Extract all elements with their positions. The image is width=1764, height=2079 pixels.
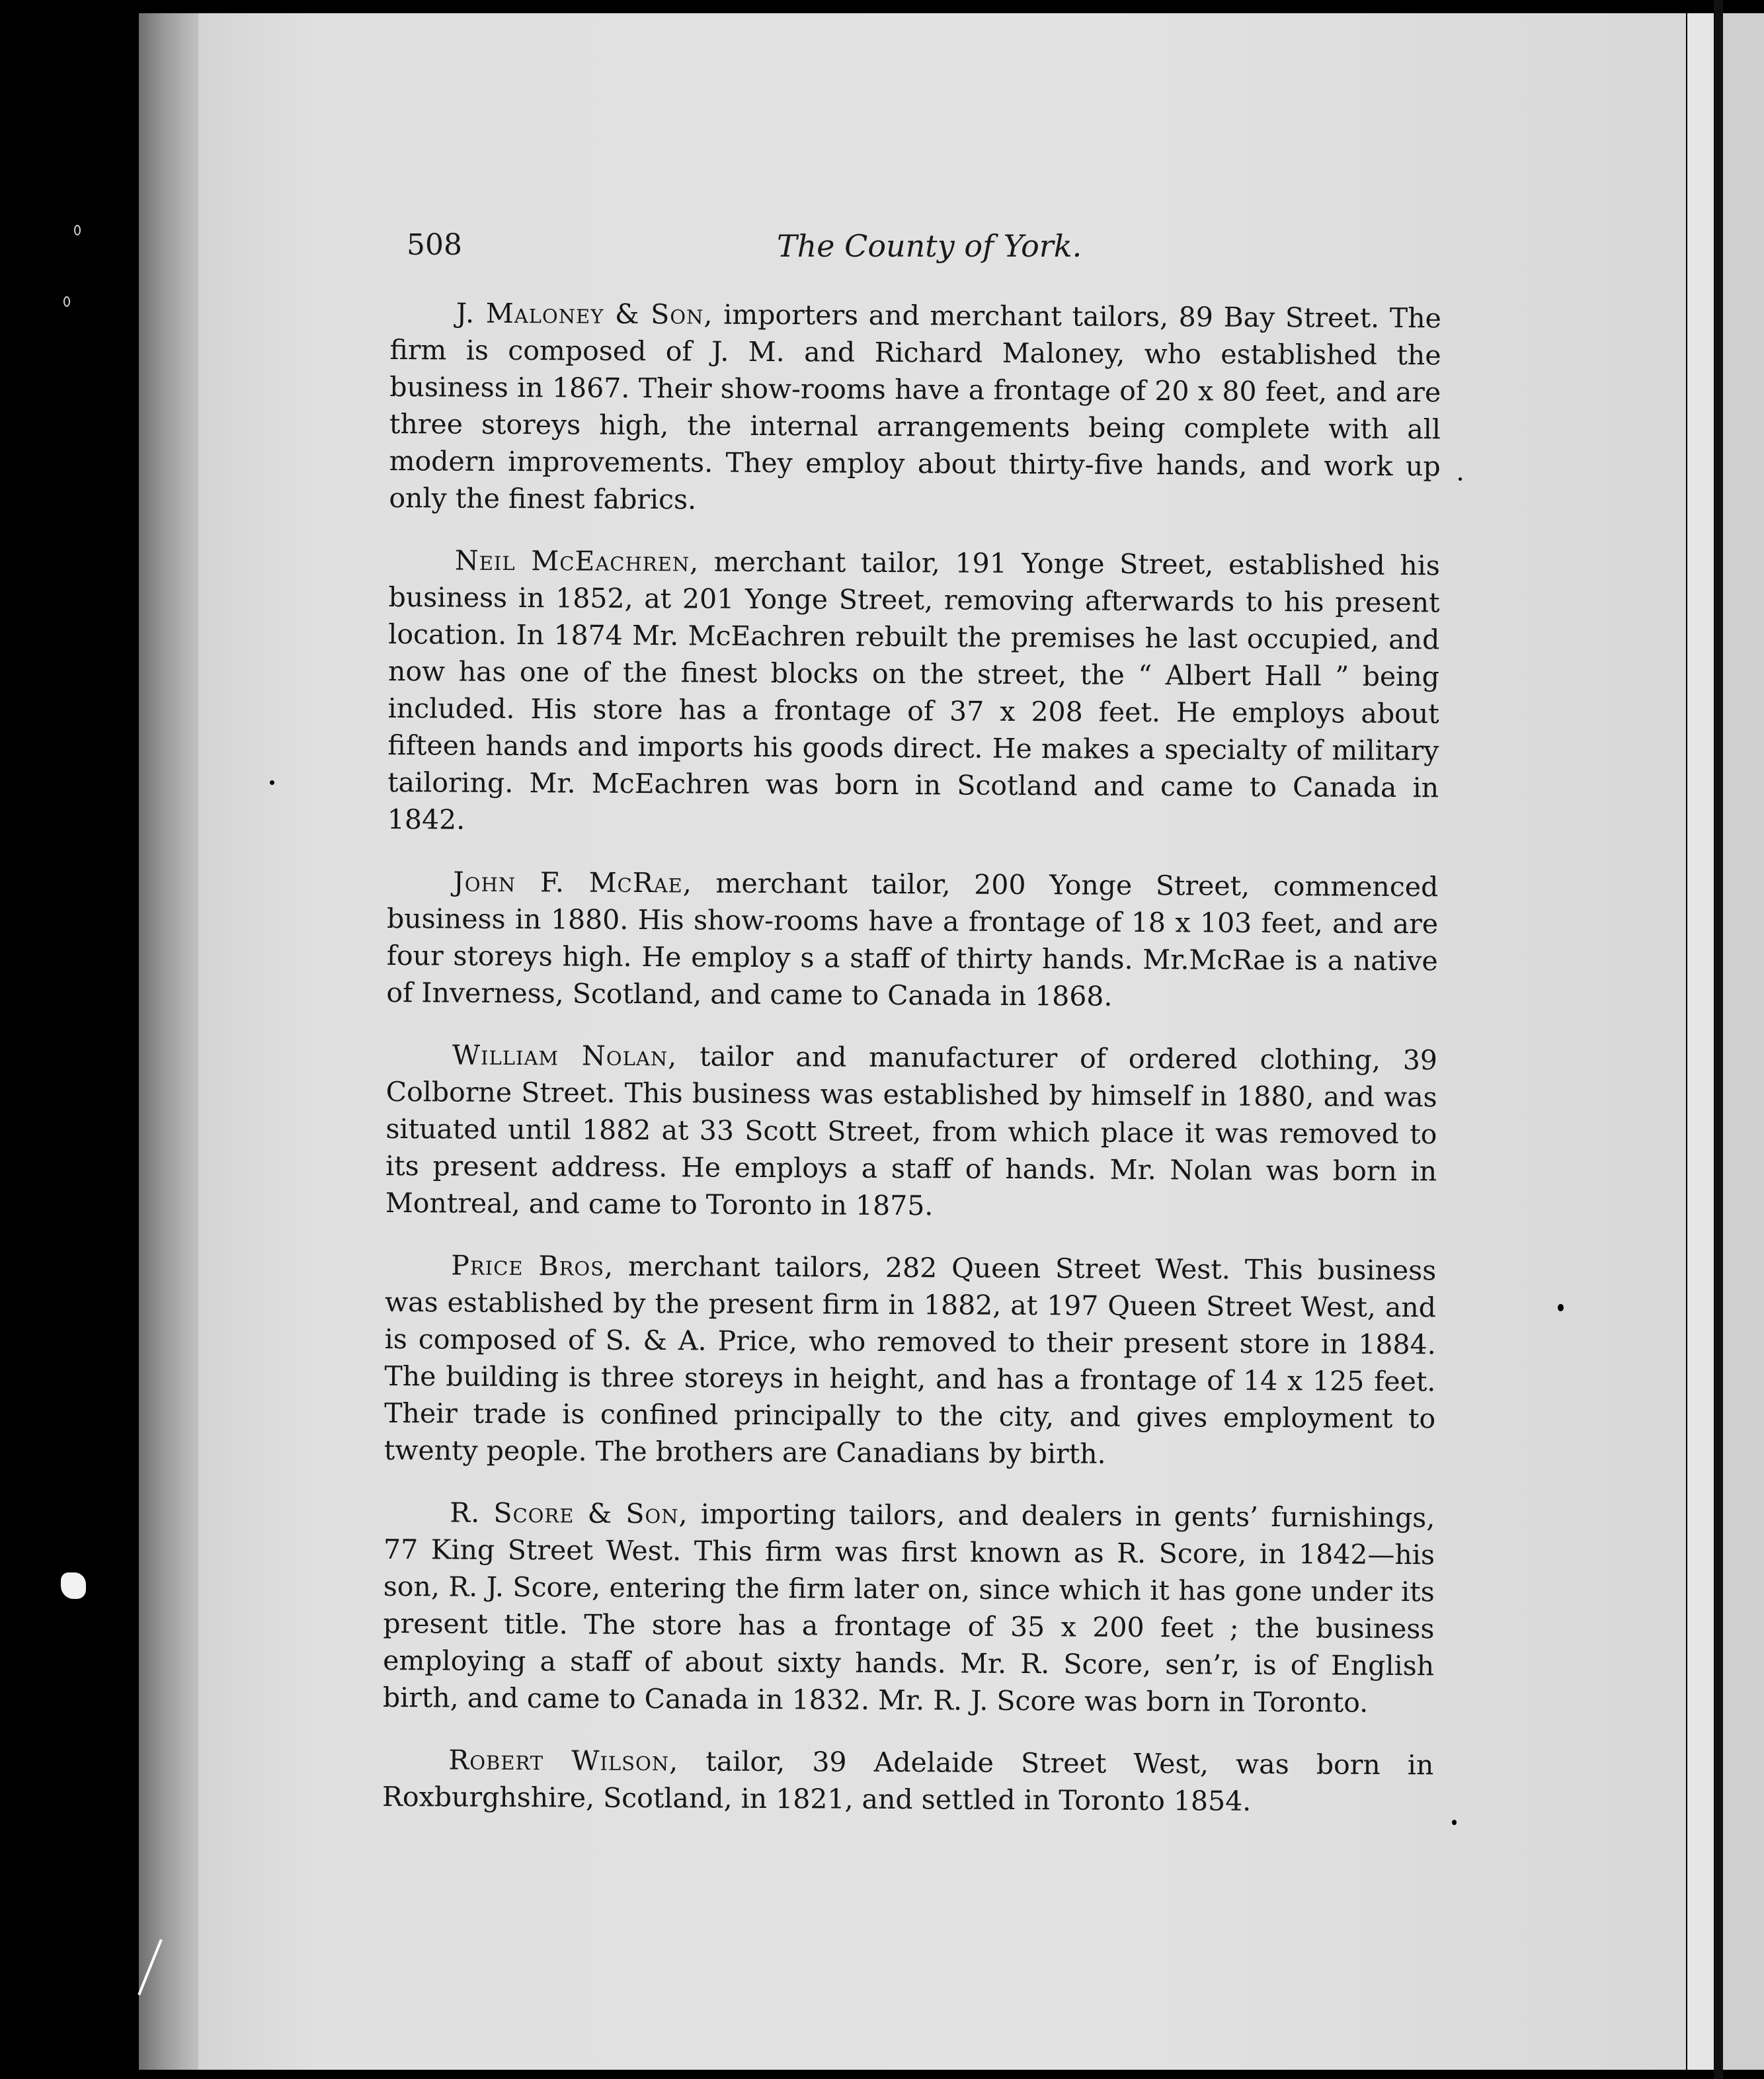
entry-name: R. Score & Son, (450, 1496, 688, 1530)
entry-text: tailor, 39 Adelaide Street West, was born in Roxburghshire, Scotland, in 1821, and settled in Toronto 1854. (381, 1745, 1434, 1817)
entry-text: merchant tailors, 282 Queen Street West. This business was established by the present firm in 1882, at 197 Queen Street West, and is composed of S. & A. Price, who removed to their present store in 1884. The building is three storeys in height, and has a frontage of 14 x 125 feet. Their trade is confined principally to the city, and gives employment to twenty people. The brothers are Canadians by birth. (383, 1250, 1437, 1470)
entry-name: Robert Wilson, (448, 1744, 679, 1777)
scan-speck (1459, 477, 1462, 481)
entry-name: Price Bros, (451, 1249, 614, 1282)
entry-text: importing tailors, and dealers in gents’ furnishings, 77 King Street West. This firm was first known as R. Score, in 1842—his son, R. J. Score, entering the firm later on, since which it has gone under its present title. The store has a frontage of 35 x 200 feet ; the business employing a staff of about sixty hands. Mr. R. Score, sen’r, is of English birth, and came to Canada in 1832. Mr. R. J. Score was born in Toronto. (382, 1498, 1435, 1719)
scan-mark (63, 296, 70, 307)
entry-text: merchant tailor, 191 Yonge Street, established his business in 1852, at 201 Yonge Street, removing afterwards to his present location. In 1874 Mr. McEachren rebuilt the premises he last occupied, and now has one of the finest blocks on the street, the “ Albert Hall ” being included. His store has a frontage of 37 x 208 feet. He employs about fifteen hands and imports his goods direct. He makes a specialty of military tailoring. Mr. McEachren was born in Scotland and came to Canada in 1842. (387, 546, 1440, 836)
scan-mark (74, 225, 81, 235)
entry-text: importers and merchant tailors, 89 Bay Street. The firm is composed of J. M. and Richard Maloney, who established the business in 1867. Their show-rooms have a frontage of 20 x 80 feet, and are three storeys high, the internal arrangements being complete with all modern improvements. They employ about thirty-five hands, and work up only the finest fabrics. (389, 298, 1441, 516)
entry-score (383, 1494, 1435, 1721)
page-gutter-shadow (1714, 0, 1723, 2079)
page-right-margin (1687, 13, 1714, 2070)
entry-text: merchant tailor, 200 Yonge Street, commenced business in 1880. His show-rooms have a frontage of 18 x 103 feet, and are four storeys high. He employ s a staff of thirty hands. Mr.McRae is a native of Inverness, Scotland, and came to Canada in 1868. (386, 867, 1439, 1012)
running-head (407, 228, 1438, 274)
scan-speck (1558, 1304, 1564, 1311)
entry-wilson (382, 1741, 1434, 1820)
entry-name: John F. McRae, (453, 866, 692, 899)
scan-speck (270, 780, 274, 785)
entry-name: Neil McEachren, (454, 544, 700, 578)
running-title: The County of York. (777, 228, 1082, 264)
entry-mcrae (386, 863, 1438, 1016)
scan-smudge (61, 1572, 86, 1599)
page-number: 508 (407, 228, 462, 262)
entry-maloney (389, 294, 1441, 522)
entry-name: J. Maloney & Son, (456, 297, 713, 331)
entry-name: William Nolan, (452, 1039, 678, 1073)
entry-nolan (385, 1036, 1437, 1227)
directory-entries (382, 294, 1441, 1846)
entry-price-bros (384, 1246, 1437, 1474)
facing-page-edge (1723, 13, 1764, 2070)
scan-speck (1452, 1820, 1457, 1825)
entry-text: tailor and manufacturer of ordered clothing, 39 Colborne Street. This business was established by himself in 1880, and was situated until 1882 at 33 Scott Street, from which place it was removed to its present address. He employs a staff of hands. Mr. Nolan was born in Montreal, and came to Toronto in 1875. (385, 1040, 1438, 1222)
entry-mceachren (387, 542, 1440, 843)
